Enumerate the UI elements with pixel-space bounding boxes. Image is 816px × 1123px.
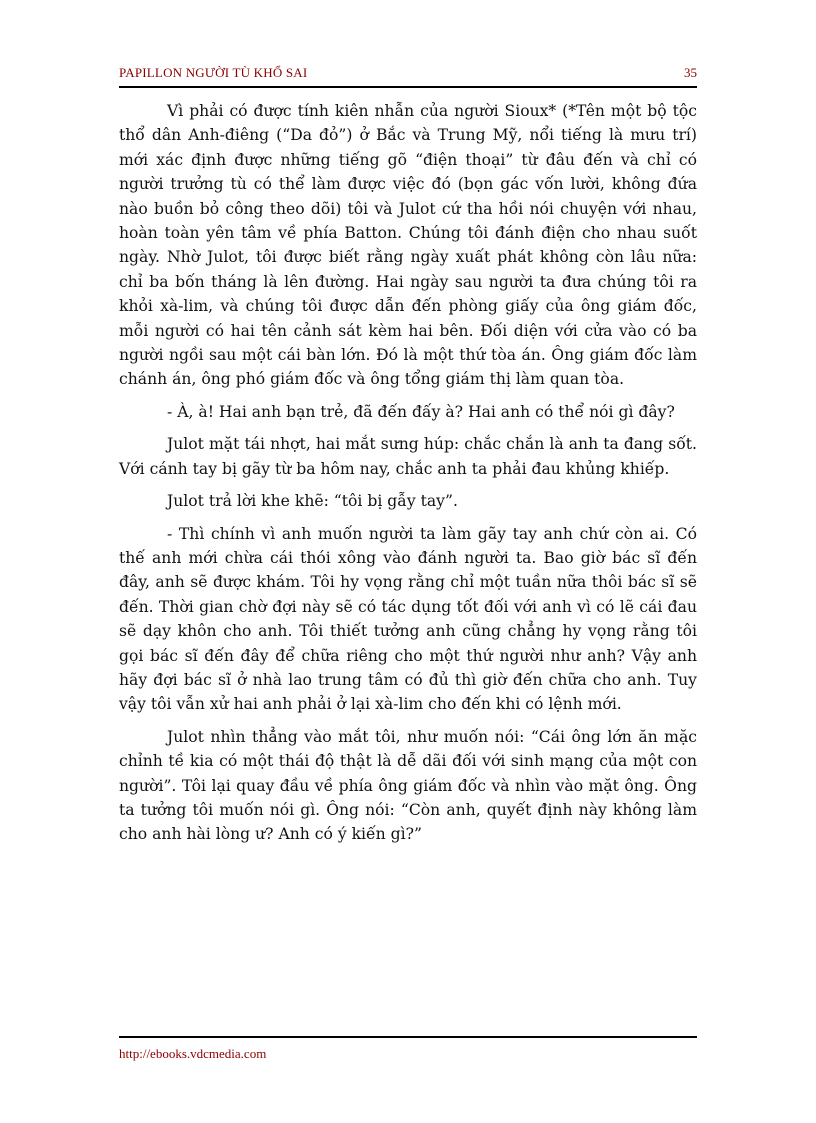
book-title: PAPILLON NGƯỜI TÙ KHỔ SAI <box>119 65 308 80</box>
paragraph: Vì phải có được tính kiên nhẫn của người Sioux* (*Tên một bộ tộc thổ dân Anh-điêng (“Da đỏ”) ở Bắc và Trung Mỹ, nổi tiếng là mưu trí) mới xác định được những tiếng gõ “điện thoại” từ đâu đến và chỉ có người trưởng tù có thể làm được việc đó (bọn gác vốn lười, không đứa nào buồn bỏ công theo dõi) tôi và Julot cứ tha hồi nói chuyện với nhau, hoàn toàn yên tâm về phía Batton. Chúng tôi đánh điện cho nhau suốt ngày. Nhờ Julot, tôi được biết rằng ngày xuất phát không còn lâu nữa: chỉ ba bốn tháng là lên đường. Hai ngày sau người ta đưa chúng tôi ra khỏi xà-lim, và chúng tôi được dẫn đến phòng giấy của ông giám đốc, mỗi người có hai tên cảnh sát kèm hai bên. Đối diện với cửa vào có ba người ngồi sau một cái bàn lớn. Đó là một thứ tòa án. Ông giám đốc làm chánh án, ông phó giám đốc và ông tổng giám thị làm quan tòa. <box>119 102 697 389</box>
page-header <box>119 64 697 88</box>
paragraph: Julot trả lời khe khẽ: “tôi bị gẫy tay”. <box>167 492 458 511</box>
footer-url-link[interactable]: http://ebooks.vdcmedia.com <box>119 1046 267 1061</box>
footer-divider <box>119 1036 697 1038</box>
paragraph: Julot mặt tái nhợt, hai mắt sưng húp: chắc chắn là anh ta đang sốt. Với cánh tay bị gãy từ ba hôm nay, chắc anh ta phải đau khủng khiếp. <box>119 435 697 478</box>
page-body <box>119 99 697 855</box>
paragraph: Julot nhìn thẳng vào mắt tôi, như muốn nói: “Cái ông lớn ăn mặc chỉnh tề kia có một thái độ thật là dễ dãi đối với sinh mạng của một con người”. Tôi lại quay đầu về phía ông giám đốc và nhìn vào mặt ông. Ông ta tưởng tôi muốn nói gì. Ông nói: “Còn anh, quyết định này không làm cho anh hài lòng ư? Anh có ý kiến gì?” <box>119 727 697 844</box>
paragraph: - Thì chính vì anh muốn người ta làm gãy tay anh chứ còn ai. Có thế anh mới chừa cái thói xông vào đánh người ta. Bao giờ bác sĩ đến đây, anh sẽ được khám. Tôi hy vọng rằng chỉ một tuần nữa thôi bác sĩ sẽ đến. Thời gian chờ đợi này sẽ có tác dụng tốt đối với anh vì có lẽ cái đau sẽ dạy khôn cho anh. Tôi thiết tưởng anh cũng chẳng hy vọng rằng tôi gọi bác sĩ đến đây để chữa riêng cho một thứ người như anh? Vậy anh hãy đợi bác sĩ ở nhà lao trung tâm có đủ thì giờ đến chữa cho anh. Tuy vậy tôi vẫn xử hai anh phải ở lại xà-lim cho đến khi có lệnh mới. <box>119 524 697 714</box>
page-number: 35 <box>684 65 697 80</box>
paragraph: - À, à! Hai anh bạn trẻ, đã đến đấy à? Hai anh có thể nói gì đây? <box>167 402 675 421</box>
